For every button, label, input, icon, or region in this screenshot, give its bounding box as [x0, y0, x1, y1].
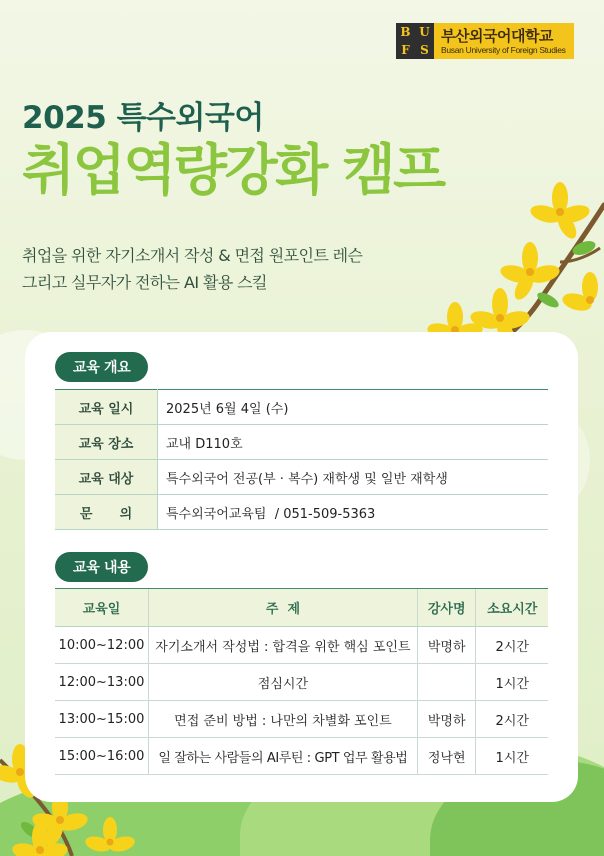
page-title-year: 2025 특수외국어	[22, 100, 264, 136]
flowers-top-right	[425, 182, 598, 349]
schedule-topic: 자기소개서 작성법 : 합격을 위한 핵심 포인트	[148, 627, 417, 664]
schedule-topic: 일 잘하는 사람들의 AI루틴 : GPT 업무 활용법	[148, 738, 417, 775]
overview-value: 특수외국어 전공(부 · 복수) 재학생 및 일반 재학생	[158, 460, 549, 495]
schedule-instructor: 정낙현	[417, 738, 476, 775]
schedule-topic: 면접 준비 방법 : 나만의 차별화 포인트	[148, 701, 417, 738]
overview-label: 교육 장소	[55, 425, 158, 460]
subtitle-line-2: 그리고 실무자가 전하는 AI 활용 스킬	[22, 273, 267, 292]
schedule-time: 13:00~15:00	[55, 701, 148, 738]
overview-row	[55, 425, 548, 460]
overview-label: 문 의	[55, 495, 158, 530]
overview-label: 교육 일시	[55, 390, 158, 425]
schedule-time: 12:00~13:00	[55, 664, 148, 701]
schedule-instructor: 박명하	[417, 701, 476, 738]
university-name-english: Busan University of Foreign Studies	[441, 45, 566, 55]
column-header-instructor: 강사명	[417, 589, 476, 627]
schedule-duration: 2시간	[476, 701, 548, 738]
overview-value: 2025년 6월 4일 (수)	[158, 390, 549, 425]
overview-label: 교육 대상	[55, 460, 158, 495]
overview-row	[55, 495, 548, 530]
emblem-letter: S	[420, 43, 429, 57]
schedule-time: 10:00~12:00	[55, 627, 148, 664]
emblem-letter: F	[401, 43, 410, 57]
schedule-table	[55, 588, 548, 775]
overview-value: 특수외국어교육팀 / 051-509-5363	[158, 495, 549, 530]
schedule-row	[55, 664, 548, 701]
overview-value: 교내 D110호	[158, 425, 549, 460]
university-logo	[396, 23, 574, 59]
schedule-header-row	[55, 589, 548, 627]
schedule-instructor: 박명하	[417, 627, 476, 664]
schedule-row	[55, 627, 548, 664]
page-title-main: 취업역량강화 캠프	[22, 138, 444, 202]
schedule-instructor	[417, 664, 476, 701]
subtitle-line-1: 취업을 위한 자기소개서 작성 & 면접 원포인트 레슨	[22, 246, 363, 265]
schedule-duration: 2시간	[476, 627, 548, 664]
schedule-duration: 1시간	[476, 738, 548, 775]
schedule-row	[55, 738, 548, 775]
branch-top-right	[508, 205, 604, 336]
overview-row	[55, 460, 548, 495]
overview-row	[55, 390, 548, 425]
overview-table	[55, 389, 548, 530]
schedule-duration: 1시간	[476, 664, 548, 701]
column-header-time: 교육일	[55, 589, 148, 627]
schedule-topic: 점심시간	[148, 664, 417, 701]
schedule-time: 15:00~16:00	[55, 738, 148, 775]
column-header-topic: 주 제	[148, 589, 417, 627]
bufs-emblem	[396, 23, 434, 59]
schedule-heading: 교육 내용	[55, 552, 148, 582]
schedule-row	[55, 701, 548, 738]
overview-heading: 교육 개요	[55, 352, 148, 382]
university-name-korean: 부산외국어대학교	[441, 27, 553, 45]
logo-text	[434, 23, 574, 59]
emblem-letter: B	[400, 25, 411, 39]
emblem-letter: U	[419, 25, 430, 39]
column-header-duration: 소요시간	[476, 589, 548, 627]
